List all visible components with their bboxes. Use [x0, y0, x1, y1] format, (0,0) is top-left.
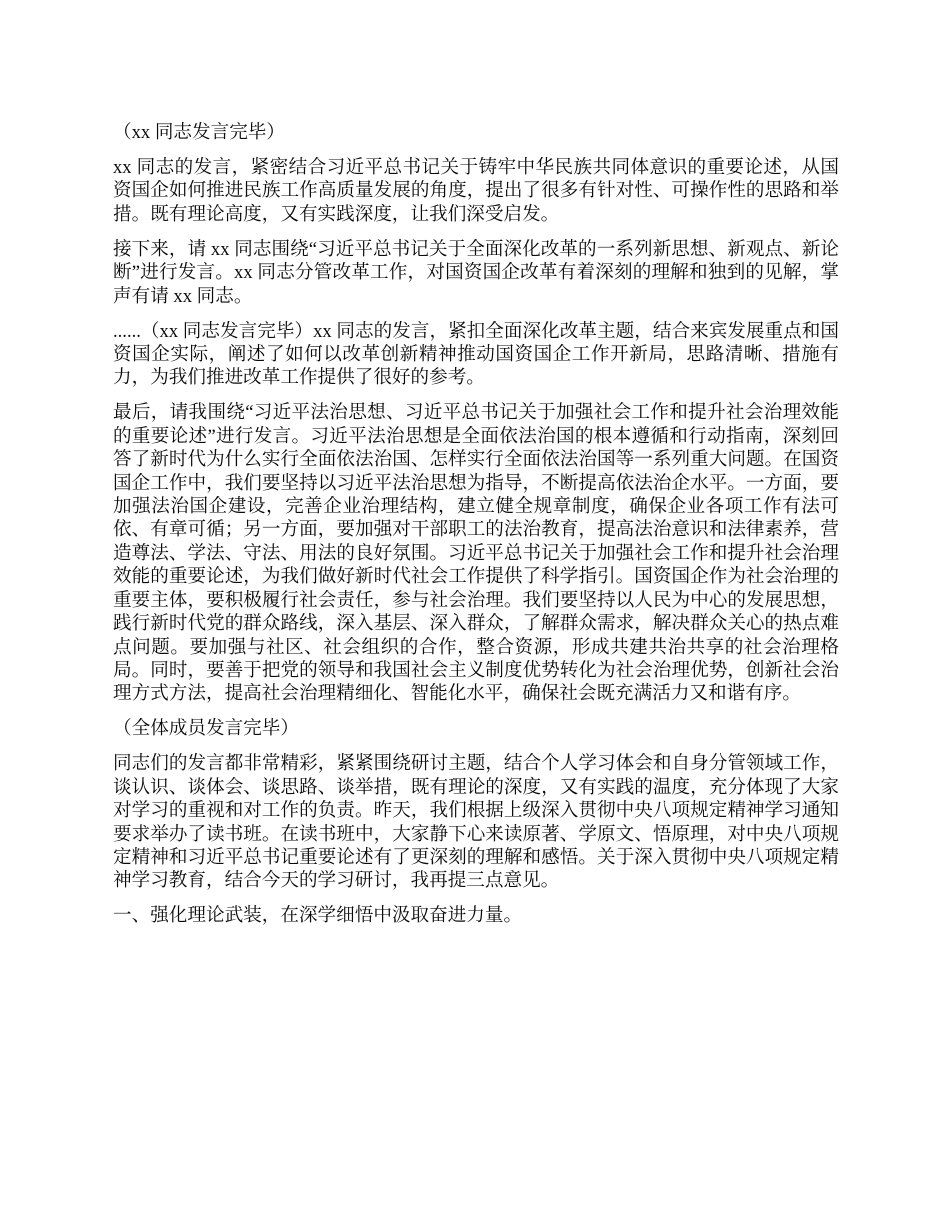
paragraph-xx-speech-comment: xx 同志的发言，紧密结合习近平总书记关于铸牢中华民族共同体意识的重要论述，从国资国企如何推进民族工作高质量发展的角度，提出了很多有针对性、可操作性的思路和举措。既有理论高度，又有实践深度，让我们深受启发。 — [113, 157, 839, 225]
paragraph-next-speaker-intro: 接下来，请 xx 同志围绕“习近平总书记关于全面深化改革的一系列新思想、新观点、新论断”进行发言。xx 同志分管改革工作，对国资国企改革有着深刻的理解和独到的见解，掌声有请 xx 同志。 — [113, 238, 839, 307]
paragraph-xx-reform-comment: ......（xx 同志发言完毕）xx 同志的发言，紧扣全面深化改革主题，结合来宾发展重点和国资国企实际，阐述了如何以改革创新精神推动国资国企工作开新局，思路清晰、措施有力，为我们推进改革工作提供了很好的参考。 — [113, 320, 839, 389]
heading-point-one: 一、强化理论武装，在深学细悟中汲取奋进力量。 — [113, 905, 523, 927]
note-xx-speech-finished: （xx 同志发言完毕） — [113, 122, 285, 143]
paragraph-rule-of-law-speech: 最后，请我围绕“习近平法治思想、习近平总书记关于加强社会工作和提升社会治理效能的重要论述”进行发言。习近平法治思想是全面依法治国的根本遵循和行动指南，深刻回答了新时代为什么实行全面依法治国、怎样实行全面依法治国等一系列重大问题。在国资国企工作中，我们要坚持以习近平法治思想为指导，不断提高依法治企水平。一方面，要加强法治国企建设，完善企业治理结构，建立健全规章制度，确保企业各项工作有法可依、有章可循；另一方面，要加强对干部职工的法治教育，提高法治意识和法律素养，营造尊法、学法、守法、用法的良好氛围。习近平总书记关于加强社会工作和提升社会治理效能的重要论述，为我们做好新时代社会工作提供了科学指引。国资国企作为社会治理的重要主体，要积极履行社会责任，参与社会治理。我们要坚持以人民为中心的发展思想，践行新时代党的群众路线，深入基层、深入群众，了解群众需求，解决群众关心的热点难点问题。要加强与社区、社会组织的合作，整合资源，形成共建共治共享的社会治理格局。同时，要善于把党的领导和我国社会主义制度优势转化为社会治理优势，创新社会治理方式方法，提高社会治理精细化、智能化水平，确保社会既充满活力又和谐有序。 — [113, 402, 839, 705]
document-text-block — [113, 121, 839, 928]
paragraph-summary-remarks: 同志们的发言都非常精彩，紧紧围绕研讨主题，结合个人学习体会和自身分管领域工作，谈认识、谈体会、谈思路、谈举措，既有理论的深度，又有实践的温度，充分体现了大家对学习的重视和对工作的负责。昨天，我们根据上级深入贯彻中央八项规定精神学习通知要求举办了读书班。在读书班中，大家静下心来读原著、学原文、悟原理，对中央八项规定精神和习近平总书记重要论述有了更深刻的理解和感悟。关于深入贯彻中央八项规定精神学习教育，结合今天的学习研讨，我再提三点意见。 — [113, 753, 839, 892]
note-all-members-finished: （全体成员发言完毕） — [113, 718, 299, 740]
